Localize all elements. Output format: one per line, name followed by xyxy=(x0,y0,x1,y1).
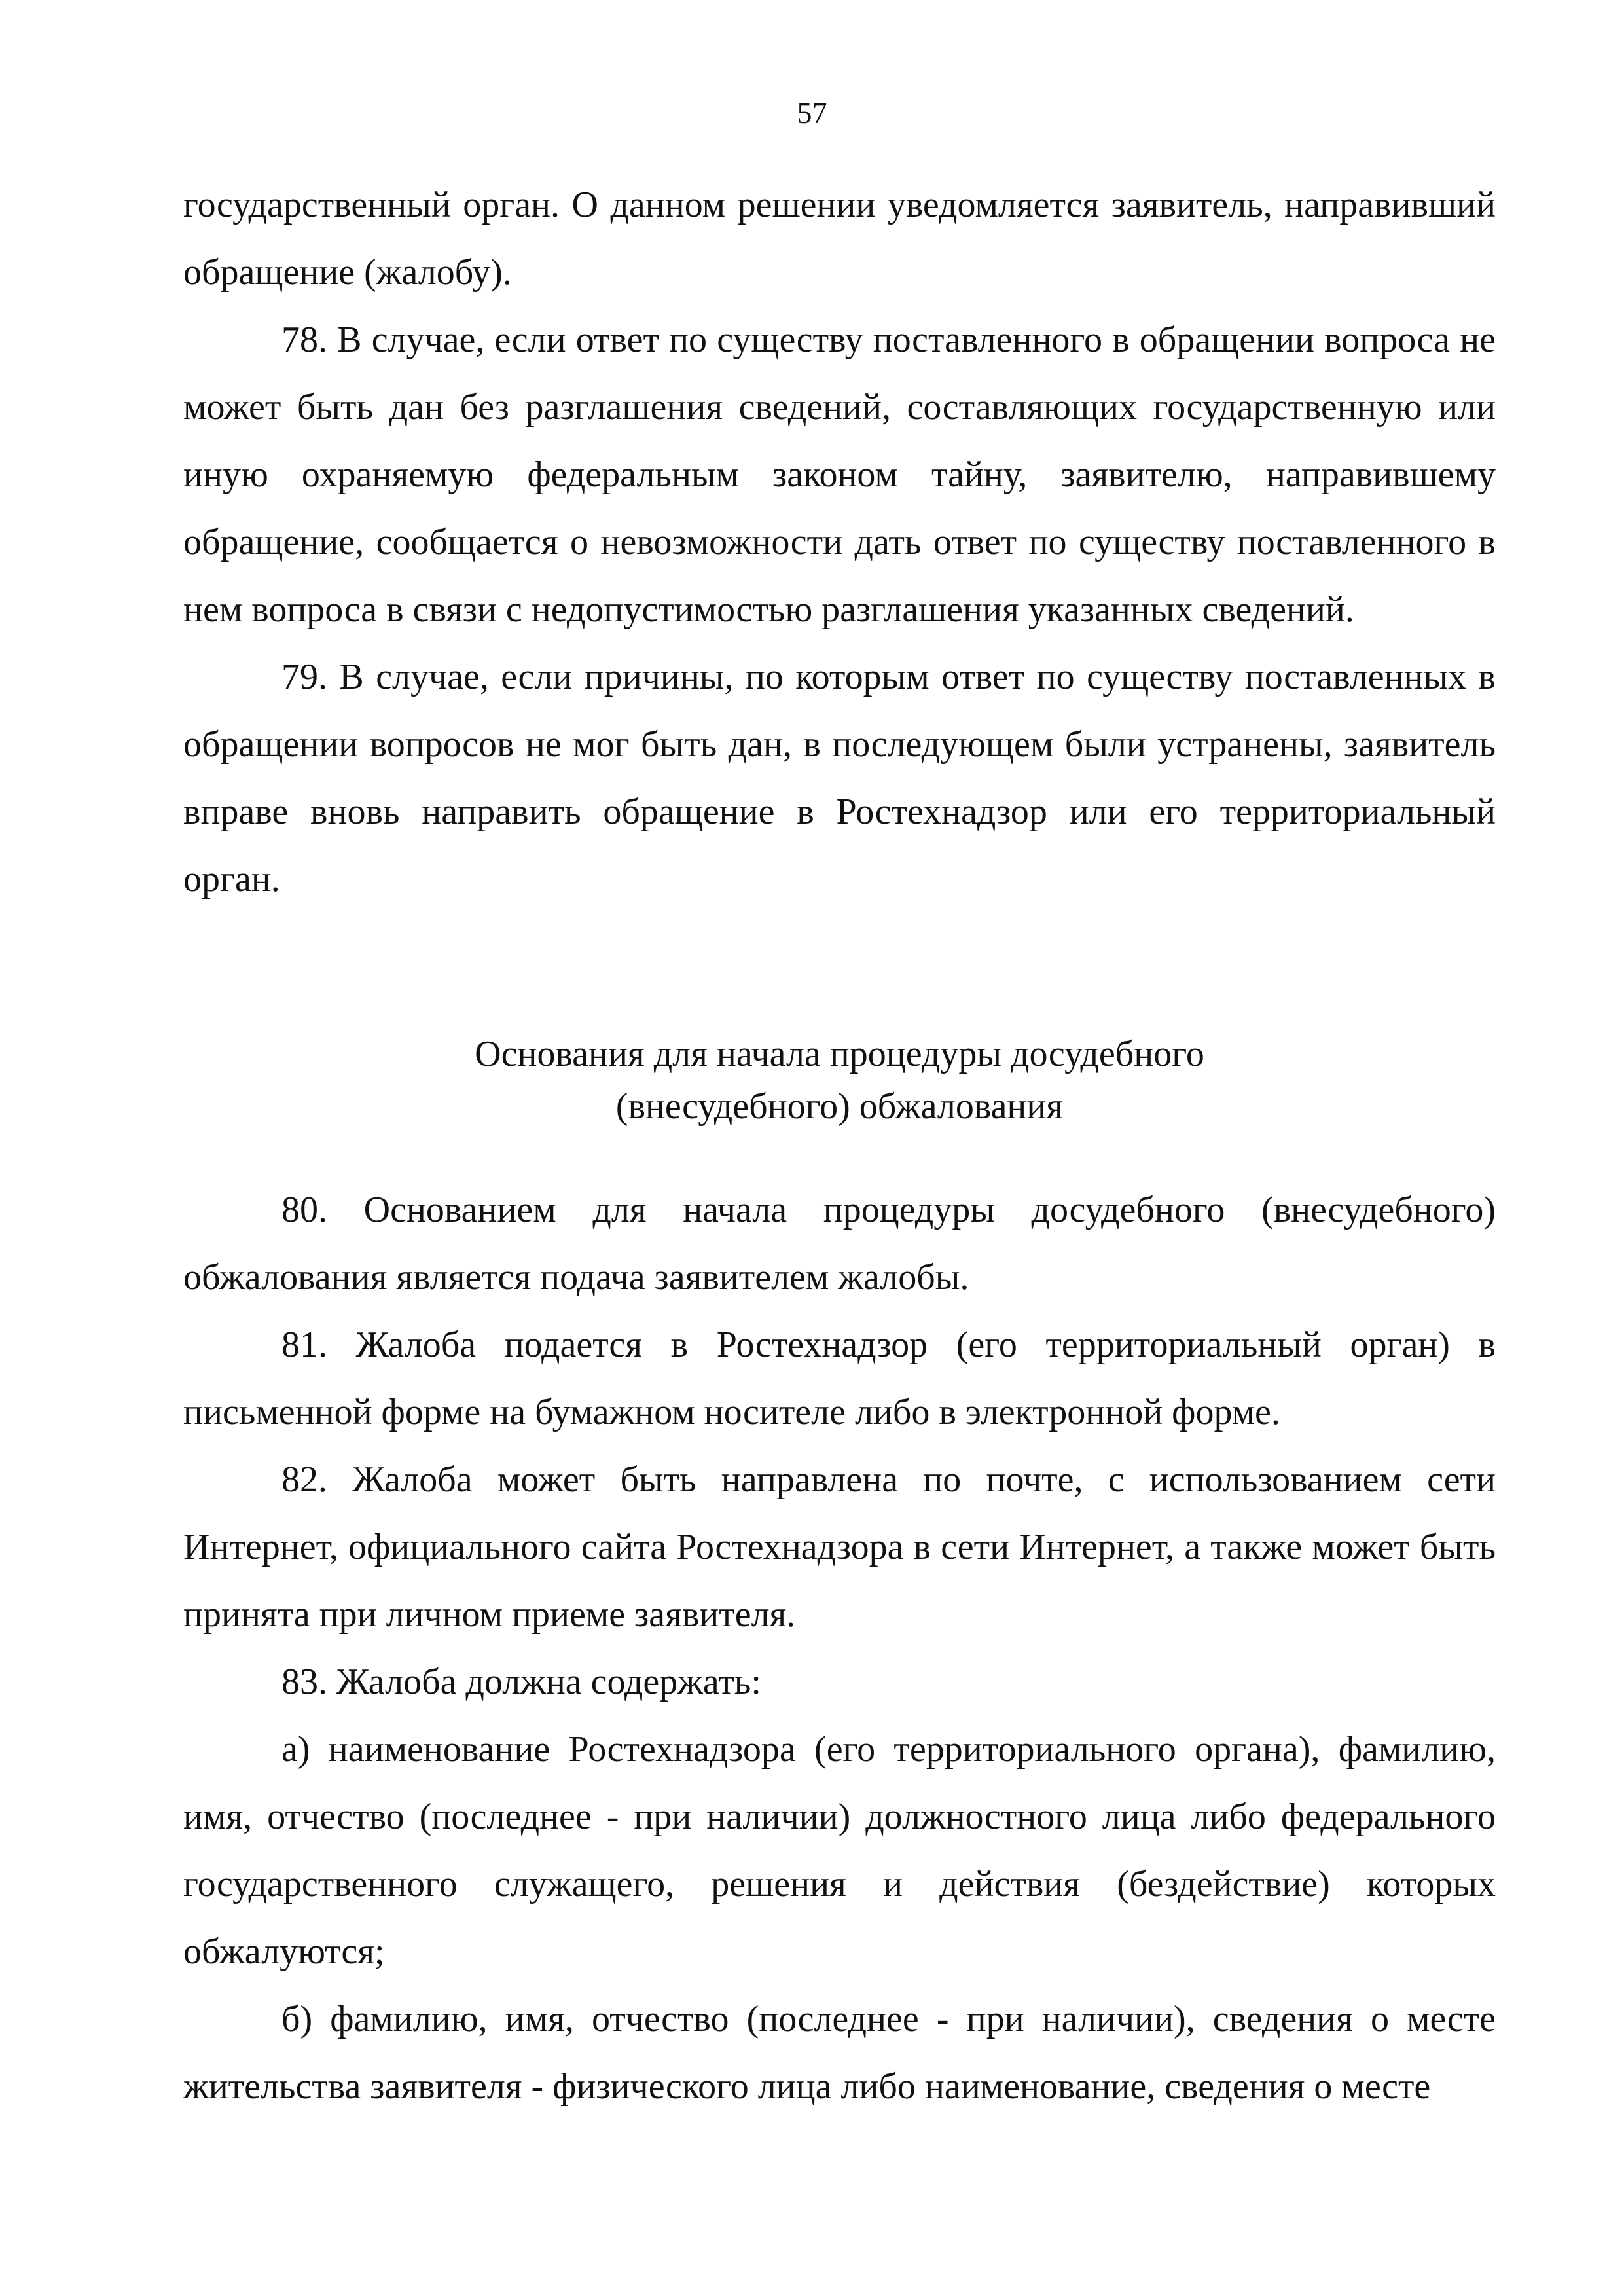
paragraph-80: 80. Основанием для начала процедуры досудебного (внесудебного) обжалования является подача заявителем жалобы. xyxy=(183,1190,1496,1298)
section-heading-line-2: (внесудебного) обжалования xyxy=(615,1086,1064,1127)
paragraph-78: 78. В случае, если ответ по существу поставленного в обращении вопроса не может быть дан без разглашения сведений, составляющих государственную или иную охраняемую федеральным законом тайну, заявителю, направившему обращение, сообщается о невозможности дать ответ по существу поставленного в нем вопроса в связи с недопустимостью разглашения указанных сведений. xyxy=(183,319,1496,630)
section-heading xyxy=(183,1028,1496,1133)
page-number: 57 xyxy=(797,96,827,130)
paragraph-82: 82. Жалоба может быть направлена по почте, с использованием сети Интернет, официального сайта Ростехнадзора в сети Интернет, а также может быть принята при личном приеме заявителя. xyxy=(183,1459,1496,1635)
body-text-section-1 xyxy=(183,172,1496,913)
paragraph-83: 83. Жалоба должна содержать: xyxy=(281,1662,761,1702)
body-text-section-2 xyxy=(183,1176,1496,2121)
list-item-a: а) наименование Ростехнадзора (его территориального органа), фамилию, имя, отчество (последнее - при наличии) должностного лица либо федерального государственного служащего, решения и действия (бездействие) которых обжалуются; xyxy=(183,1729,1496,1972)
paragraph-81: 81. Жалоба подается в Ростехнадзор (его территориальный орган) в письменной форме на бумажном носителе либо в электронной форме. xyxy=(183,1324,1496,1432)
paragraph-79: 79. В случае, если причины, по которым ответ по существу поставленных в обращении вопросов не мог быть дан, в последующем были устранены, заявитель вправе вновь направить обращение в Ростехнадзор или его территориальный орган. xyxy=(183,657,1496,900)
paragraph-continuation: государственный орган. О данном решении уведомляется заявитель, направивший обращение (жалобу). xyxy=(183,185,1496,293)
list-item-b: б) фамилию, имя, отчество (последнее - при наличии), сведения о месте жительства заявителя - физического лица либо наименование, сведения о месте xyxy=(183,1999,1496,2107)
section-heading-line-1: Основания для начала процедуры досудебного xyxy=(475,1034,1204,1074)
